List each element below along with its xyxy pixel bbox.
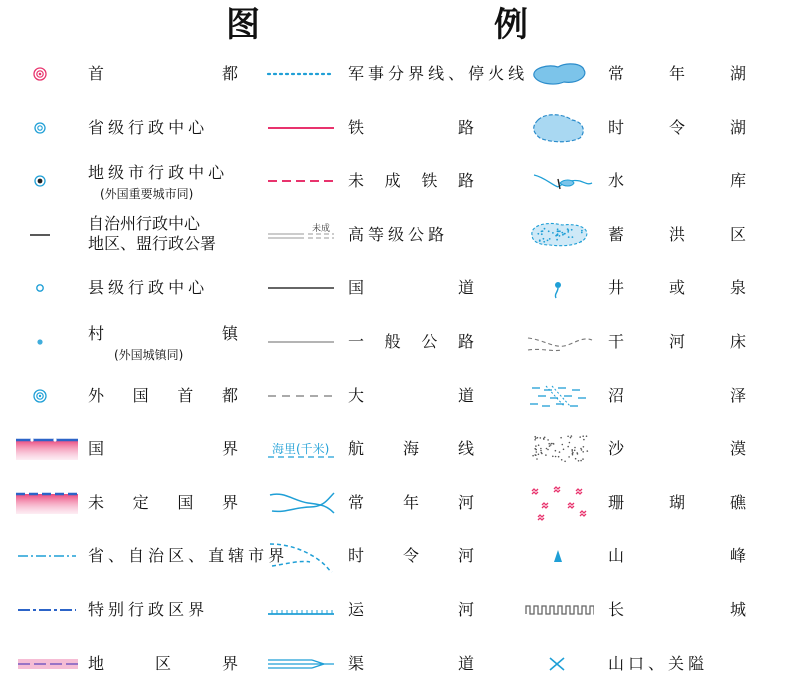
col1-legend-item bbox=[8, 429, 258, 469]
mountain-pass-icon bbox=[524, 644, 594, 684]
legend-label: 大 道 bbox=[348, 385, 474, 405]
autonomous-prefecture-line-icon bbox=[8, 215, 78, 255]
col2-legend-item bbox=[266, 429, 516, 469]
col3-legend-item bbox=[524, 536, 782, 576]
well-spring-icon bbox=[524, 268, 594, 308]
legend-label: 运 河 bbox=[348, 600, 474, 619]
col3-legend-item bbox=[524, 429, 782, 469]
legend-label: 常 年 湖 bbox=[608, 64, 746, 83]
legend-label: 军 事 分 界 线 、 停 火 线 bbox=[348, 64, 525, 83]
legend-label: 时 令 湖 bbox=[608, 117, 746, 137]
col1-legend-item bbox=[8, 322, 258, 362]
sar-border-icon bbox=[8, 590, 78, 630]
coral-reef-icon bbox=[524, 483, 594, 523]
col2-legend-item bbox=[266, 322, 516, 362]
legend-label: 常 年 河 bbox=[348, 492, 474, 512]
col1-legend-item bbox=[8, 483, 258, 523]
legend-label: 一 般 公 路 bbox=[348, 332, 474, 351]
legend-label: 村 镇 bbox=[88, 324, 238, 343]
perennial-lake-icon bbox=[524, 54, 594, 94]
col2-legend-item bbox=[266, 268, 516, 308]
reservoir-icon bbox=[524, 161, 594, 201]
legend-note: (外国城镇同) bbox=[114, 348, 184, 362]
village-icon bbox=[8, 322, 78, 362]
perennial-river-icon bbox=[266, 483, 336, 523]
legend-label: 外 国 首 都 bbox=[88, 385, 238, 405]
col1-legend-item bbox=[8, 268, 258, 308]
military-line-icon bbox=[266, 54, 336, 94]
flood-storage-icon bbox=[524, 215, 594, 255]
legend-note: (外国重要城市同) bbox=[100, 187, 194, 202]
col3-legend-item bbox=[524, 215, 782, 255]
symbol-caption: 未成 bbox=[312, 223, 331, 234]
prefecture-center-icon bbox=[8, 161, 78, 201]
legend-label: 特 别 行 政 区 界 bbox=[88, 600, 205, 619]
legend-label: 未 定 国 界 bbox=[88, 492, 238, 512]
col2-legend-item bbox=[266, 108, 516, 148]
trail-icon bbox=[266, 376, 336, 416]
col1-legend-item bbox=[8, 161, 258, 201]
channel-icon bbox=[266, 644, 336, 684]
col1-legend-item bbox=[8, 376, 258, 416]
legend-label: 山 口 、 关 隘 bbox=[608, 653, 705, 673]
legend-label: 长 城 bbox=[608, 600, 746, 619]
district-border-icon bbox=[8, 644, 78, 684]
legend-label: 首 都 bbox=[88, 64, 238, 83]
legend-label: 井 或 泉 bbox=[608, 278, 746, 298]
col1-legend-item bbox=[8, 644, 258, 684]
legend-label: 蓄 洪 区 bbox=[608, 224, 746, 244]
county-center-icon bbox=[8, 268, 78, 308]
col3-legend-item bbox=[524, 483, 782, 523]
legend-label: 渠 道 bbox=[348, 653, 474, 673]
col1-legend-item bbox=[8, 215, 258, 255]
legend-label: 沙 漠 bbox=[608, 439, 746, 459]
legend-label: 时 令 河 bbox=[348, 546, 474, 566]
symbol-caption: 海里(千米) bbox=[272, 442, 330, 457]
legend-title-left: 图 bbox=[226, 5, 260, 45]
undefined-border-icon bbox=[8, 483, 78, 523]
legend-label-line: 地区、盟行政公署 bbox=[88, 233, 217, 253]
col2-legend-item bbox=[266, 590, 516, 630]
col2-legend-item bbox=[266, 376, 516, 416]
col3-legend-item bbox=[524, 54, 782, 94]
col3-legend-item bbox=[524, 644, 782, 684]
col1-legend-item bbox=[8, 108, 258, 148]
seasonal-river-icon bbox=[266, 536, 336, 576]
col2-legend-item bbox=[266, 54, 525, 94]
col2-legend-item bbox=[266, 644, 516, 684]
national-road-icon bbox=[266, 268, 336, 308]
seasonal-lake-icon bbox=[524, 108, 594, 148]
legend-title-right: 例 bbox=[494, 5, 528, 45]
legend-label: 国 界 bbox=[88, 439, 238, 459]
legend-label: 沼 泽 bbox=[608, 385, 746, 405]
legend-label: 航 海 线 bbox=[348, 439, 474, 459]
unfinished-railway-icon bbox=[266, 161, 336, 201]
col2-legend-item bbox=[266, 215, 516, 255]
legend-label: 省 、 自 治 区 、 直 辖 市 界 bbox=[88, 546, 285, 566]
col2-legend-item bbox=[266, 536, 516, 576]
col3-legend-item bbox=[524, 376, 782, 416]
legend-label-line: 自治州行政中心 bbox=[88, 213, 201, 233]
col3-legend-item bbox=[524, 590, 782, 630]
col1-legend-item bbox=[8, 54, 258, 94]
col2-legend-item bbox=[266, 483, 516, 523]
national-border-icon bbox=[8, 429, 78, 469]
railway-icon bbox=[266, 108, 336, 148]
general-road-icon bbox=[266, 322, 336, 362]
canal-icon bbox=[266, 590, 336, 630]
provincial-border-icon bbox=[8, 536, 78, 576]
legend-label: 高 等 级 公 路 bbox=[348, 224, 445, 244]
col1-legend-item bbox=[8, 536, 285, 576]
col3-legend-item bbox=[524, 268, 782, 308]
col3-legend-item bbox=[524, 108, 782, 148]
legend-label: 国 道 bbox=[348, 278, 474, 298]
capital-icon bbox=[8, 54, 78, 94]
great-wall-icon bbox=[524, 590, 594, 630]
legend-label: 珊 瑚 礁 bbox=[608, 492, 746, 512]
marsh-icon bbox=[524, 376, 594, 416]
legend-label: 铁 路 bbox=[348, 117, 474, 137]
legend-label: 水 库 bbox=[608, 171, 746, 191]
legend-label: 省 级 行 政 中 心 bbox=[88, 117, 205, 137]
col3-legend-item bbox=[524, 322, 782, 362]
foreign-capital-icon bbox=[8, 376, 78, 416]
dry-riverbed-icon bbox=[524, 322, 594, 362]
col1-legend-item bbox=[8, 590, 258, 630]
legend-label: 山 峰 bbox=[608, 546, 746, 566]
legend-label: 未 成 铁 路 bbox=[348, 171, 474, 191]
legend-label: 县 级 行 政 中 心 bbox=[88, 278, 205, 298]
legend-label: 地 区 界 bbox=[88, 653, 238, 673]
legend-label: 地 级 市 行 政 中 心 bbox=[88, 163, 225, 183]
desert-icon bbox=[524, 429, 594, 469]
col3-legend-item bbox=[524, 161, 782, 201]
provincial-center-icon bbox=[8, 108, 78, 148]
col2-legend-item bbox=[266, 161, 516, 201]
legend-label: 干 河 床 bbox=[608, 332, 746, 351]
peak-icon bbox=[524, 536, 594, 576]
